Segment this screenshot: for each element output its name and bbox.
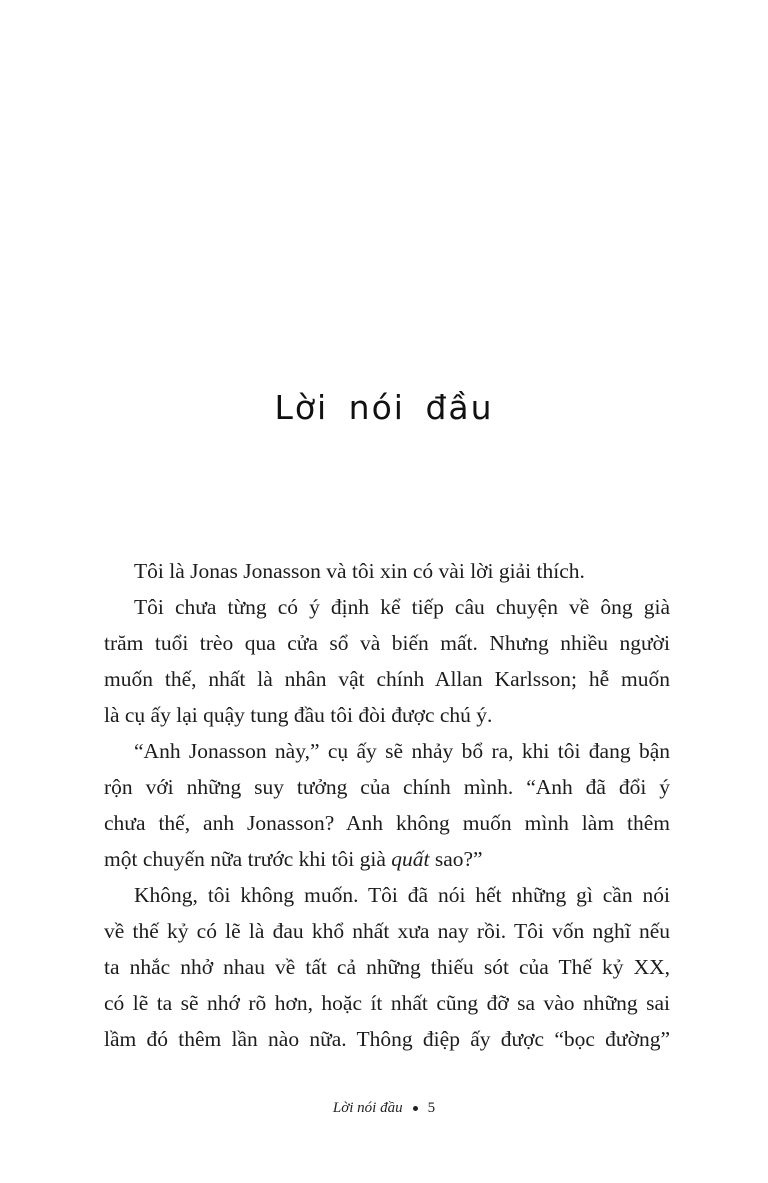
paragraph-line: là cụ ấy lại quậy tung đầu tôi đòi được chú ý. bbox=[104, 703, 493, 727]
paragraph-line: có lẽ ta sẽ nhớ rõ hơn, hoặc ít nhất cũng đỡ sa vào những sai bbox=[104, 991, 670, 1015]
paragraph-line: rộn với những suy tưởng của chính mình. “Anh đã đổi ý bbox=[104, 775, 670, 799]
paragraph-line: chưa thế, anh Jonasson? Anh không muốn mình làm thêm bbox=[104, 811, 670, 835]
line-text: một chuyến nữa trước khi tôi già bbox=[104, 847, 392, 871]
paragraph-line: Tôi là Jonas Jonasson và tôi xin có vài lời giải thích. bbox=[134, 559, 585, 583]
running-title: Lời nói đầu bbox=[332, 1100, 403, 1116]
paragraph-line: Tôi chưa từng có ý định kể tiếp câu chuyện về ông già bbox=[134, 595, 670, 619]
page-footer bbox=[0, 1100, 768, 1117]
paragraph-line: Không, tôi không muốn. Tôi đã nói hết những gì cần nói bbox=[134, 883, 670, 907]
line-text: sao?” bbox=[429, 847, 483, 871]
body-text bbox=[104, 553, 670, 1057]
italic-word: quất bbox=[391, 847, 430, 871]
page-number: 5 bbox=[427, 1100, 436, 1116]
paragraph-line: về thế kỷ có lẽ là đau khổ nhất xưa nay rồi. Tôi vốn nghĩ nếu bbox=[104, 919, 670, 943]
paragraph-line: ta nhắc nhở nhau về tất cả những thiếu sót của Thế kỷ XX, bbox=[104, 955, 670, 979]
paragraph-line: trăm tuổi trèo qua cửa sổ và biến mất. Nhưng nhiều người bbox=[104, 631, 670, 655]
paragraph-line bbox=[104, 841, 670, 877]
chapter-title: Lời nói đầu bbox=[274, 388, 494, 427]
paragraph-line: “Anh Jonasson này,” cụ ấy sẽ nhảy bổ ra, khi tôi đang bận bbox=[134, 739, 670, 763]
bullet-separator bbox=[413, 1106, 418, 1111]
paragraph-line: muốn thế, nhất là nhân vật chính Allan Karlsson; hễ muốn bbox=[104, 667, 670, 691]
paragraph-line: lầm đó thêm lần nào nữa. Thông điệp ấy được “bọc đường” bbox=[104, 1027, 670, 1051]
